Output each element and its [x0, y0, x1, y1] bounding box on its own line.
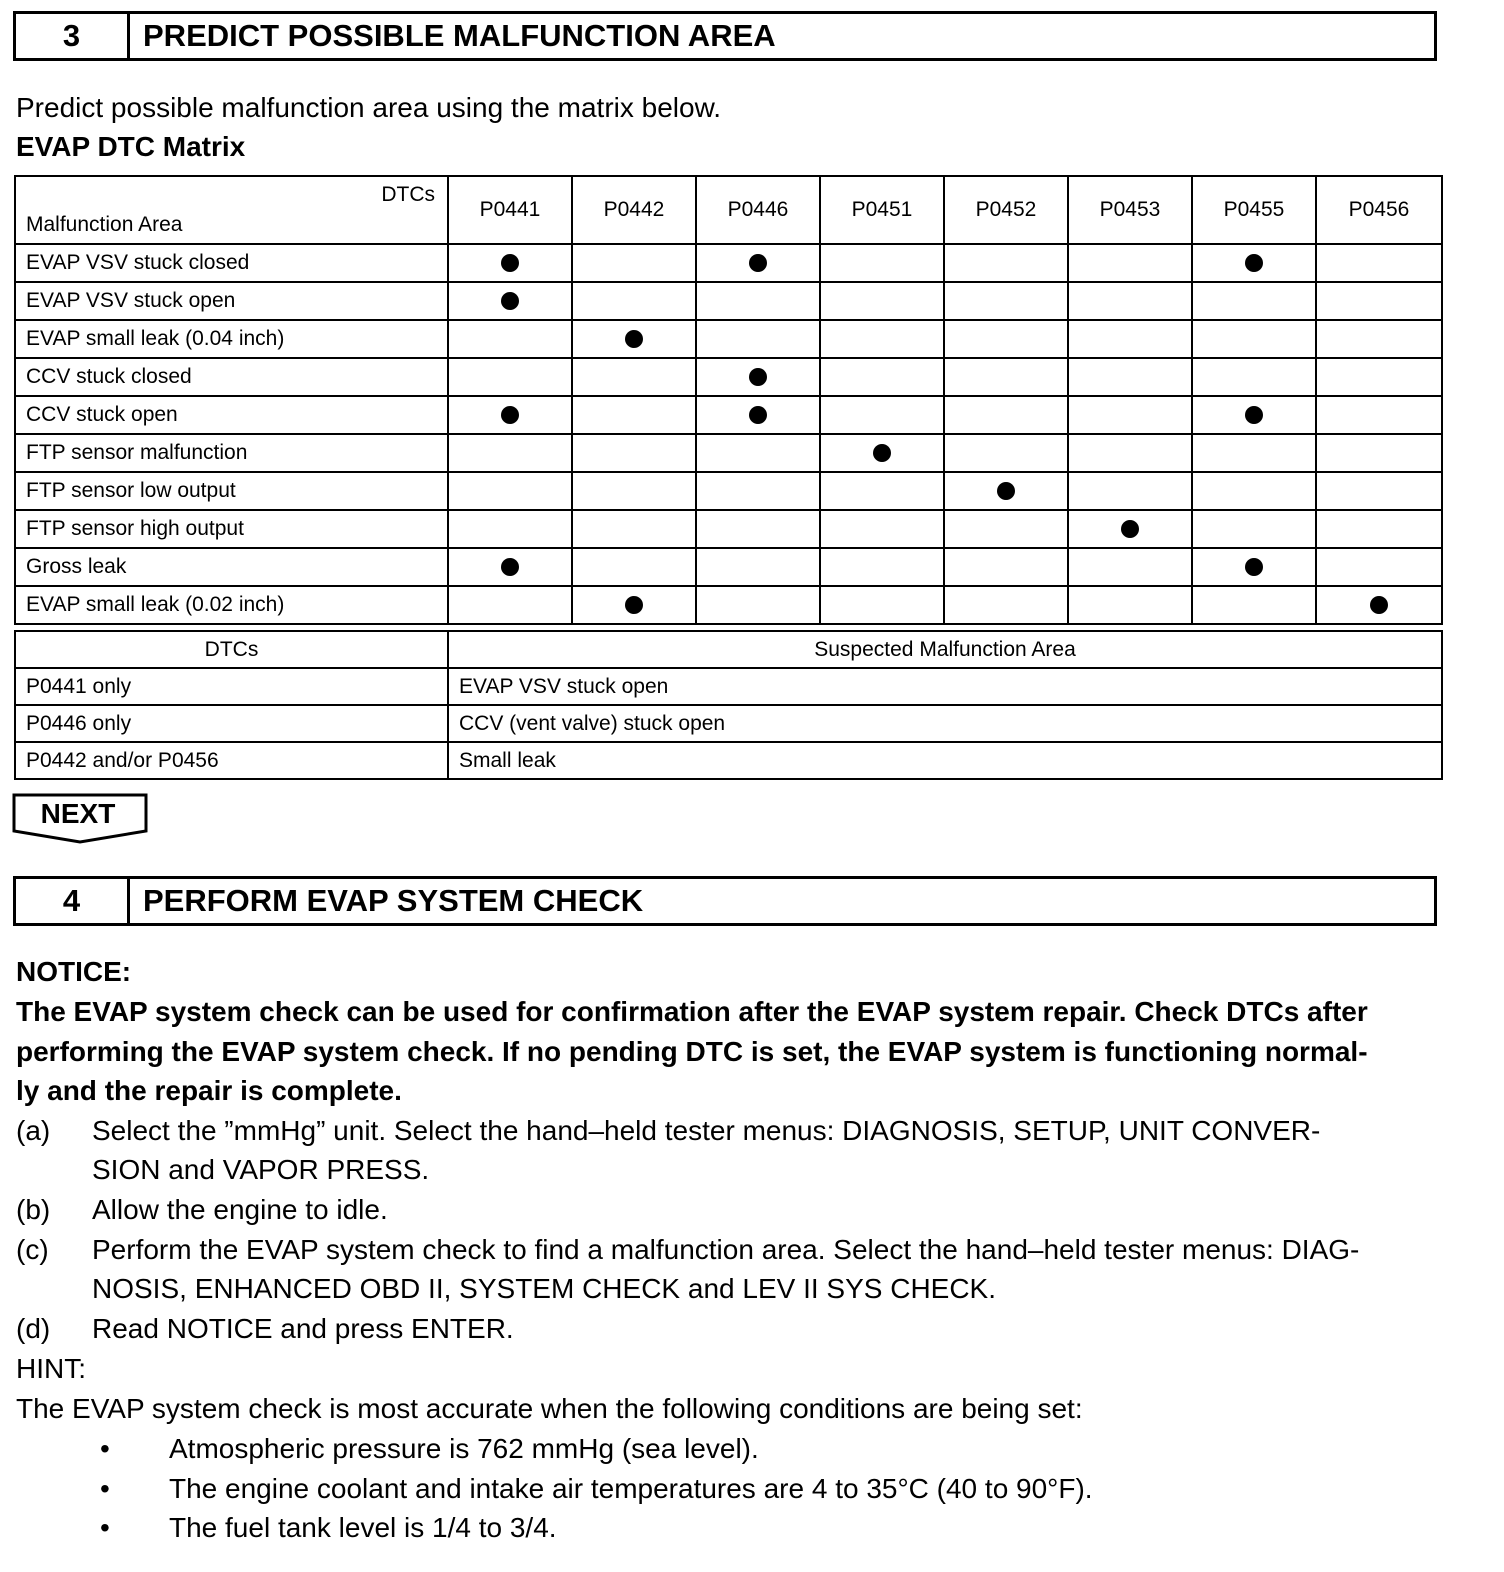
table-row — [15, 396, 1442, 434]
matrix-cell — [1316, 548, 1442, 586]
bullet-marker: • — [100, 1473, 110, 1504]
list-text: Read NOTICE and press ENTER. — [92, 1313, 514, 1344]
matrix-cell — [820, 586, 944, 624]
matrix-cell — [944, 472, 1068, 510]
bullet-marker: • — [100, 1433, 110, 1464]
matrix-cell — [1192, 434, 1316, 472]
indicator-dot-icon — [1121, 520, 1139, 538]
matrix-cell — [1068, 548, 1192, 586]
dtc-code-header: P0441 — [448, 176, 572, 244]
malfunction-area-cell: EVAP small leak (0.04 inch) — [15, 320, 448, 358]
bullet-text: The fuel tank level is 1/4 to 3/4. — [169, 1512, 557, 1543]
dtc-code-header: P0446 — [696, 176, 820, 244]
matrix-cell — [448, 358, 572, 396]
malfunction-area-cell: EVAP VSV stuck open — [15, 282, 448, 320]
notice-line: The EVAP system check can be used for confirmation after the EVAP system repair. Check DTCs after — [16, 996, 1368, 1027]
matrix-cell — [820, 548, 944, 586]
malfunction-area-cell: EVAP small leak (0.02 inch) — [15, 586, 448, 624]
matrix-cell — [448, 244, 572, 282]
matrix-cell — [696, 472, 820, 510]
table-row — [15, 668, 1442, 705]
matrix-cell — [572, 320, 696, 358]
indicator-dot-icon — [1245, 558, 1263, 576]
list-text: Select the ”mmHg” unit. Select the hand–held tester menus: DIAGNOSIS, SETUP, UNIT CONVER- — [92, 1115, 1321, 1146]
dtc-code-header: P0456 — [1316, 176, 1442, 244]
matrix-cell — [1068, 396, 1192, 434]
step-number: 4 — [16, 879, 130, 923]
matrix-cell — [696, 244, 820, 282]
matrix-cell — [1068, 320, 1192, 358]
matrix-cell — [696, 320, 820, 358]
malfunction-area-cell: FTP sensor malfunction — [15, 434, 448, 472]
suspect-header-row — [15, 631, 1442, 668]
corner-area-label: Malfunction Area — [26, 213, 183, 236]
indicator-dot-icon — [873, 444, 891, 462]
list-marker: (b) — [16, 1194, 51, 1225]
list-text: Perform the EVAP system check to find a malfunction area. Select the hand–held tester menus: DIAG- — [92, 1234, 1360, 1265]
matrix-cell — [448, 472, 572, 510]
indicator-dot-icon — [625, 330, 643, 348]
matrix-cell — [1192, 548, 1316, 586]
matrix-cell — [1192, 358, 1316, 396]
matrix-cell — [572, 510, 696, 548]
indicator-dot-icon — [997, 482, 1015, 500]
table-row — [15, 244, 1442, 282]
matrix-cell — [1192, 472, 1316, 510]
matrix-cell — [944, 358, 1068, 396]
matrix-cell — [1316, 510, 1442, 548]
matrix-cell — [572, 434, 696, 472]
table-row — [15, 510, 1442, 548]
intro-text: Predict possible malfunction area using the matrix below. — [16, 92, 722, 123]
indicator-dot-icon — [625, 596, 643, 614]
indicator-dot-icon — [749, 406, 767, 424]
dtc-code-header: P0452 — [944, 176, 1068, 244]
matrix-cell — [448, 586, 572, 624]
suspect-dtcs-cell: P0446 only — [15, 705, 448, 742]
matrix-cell — [1068, 244, 1192, 282]
table-row — [15, 548, 1442, 586]
matrix-cell — [448, 434, 572, 472]
next-button[interactable] — [12, 793, 150, 845]
matrix-cell — [1068, 472, 1192, 510]
table-row — [15, 742, 1442, 779]
matrix-cell — [1068, 586, 1192, 624]
suspect-area-cell: EVAP VSV stuck open — [448, 668, 1442, 705]
matrix-cell — [572, 472, 696, 510]
bullet-marker: • — [100, 1512, 110, 1543]
matrix-cell — [1192, 282, 1316, 320]
matrix-cell — [820, 282, 944, 320]
list-marker: (c) — [16, 1234, 49, 1265]
matrix-cell — [820, 510, 944, 548]
matrix-cell — [696, 358, 820, 396]
matrix-cell — [696, 434, 820, 472]
matrix-cell — [944, 434, 1068, 472]
suspect-dtcs-cell: P0441 only — [15, 668, 448, 705]
matrix-cell — [1068, 510, 1192, 548]
matrix-cell — [1316, 472, 1442, 510]
malfunction-area-cell: CCV stuck closed — [15, 358, 448, 396]
matrix-cell — [1068, 434, 1192, 472]
matrix-cell — [696, 586, 820, 624]
malfunction-area-cell: EVAP VSV stuck closed — [15, 244, 448, 282]
indicator-dot-icon — [1370, 596, 1388, 614]
suspect-header-dtcs: DTCs — [15, 631, 448, 668]
matrix-cell — [820, 472, 944, 510]
malfunction-area-cell: FTP sensor high output — [15, 510, 448, 548]
matrix-cell — [572, 548, 696, 586]
matrix-cell — [1192, 396, 1316, 434]
table-row — [15, 434, 1442, 472]
matrix-cell — [696, 282, 820, 320]
list-text: Allow the engine to idle. — [92, 1194, 388, 1225]
table-row — [15, 472, 1442, 510]
step-title: PREDICT POSSIBLE MALFUNCTION AREA — [143, 18, 776, 53]
matrix-cell — [572, 396, 696, 434]
matrix-cell — [696, 396, 820, 434]
dtc-matrix-table — [14, 175, 1443, 625]
malfunction-area-cell: CCV stuck open — [15, 396, 448, 434]
malfunction-area-cell: FTP sensor low output — [15, 472, 448, 510]
dtc-code-header: P0453 — [1068, 176, 1192, 244]
notice-label: NOTICE: — [16, 956, 132, 987]
list-text: NOSIS, ENHANCED OBD II, SYSTEM CHECK and LEV II SYS CHECK. — [92, 1273, 997, 1304]
indicator-dot-icon — [1245, 406, 1263, 424]
hint-text: The EVAP system check is most accurate when the following conditions are being set: — [16, 1393, 1083, 1424]
table-row — [15, 705, 1442, 742]
hint-label: HINT: — [16, 1353, 86, 1384]
table-row — [15, 586, 1442, 624]
matrix-cell — [1068, 282, 1192, 320]
suspect-area-cell: CCV (vent valve) stuck open — [448, 705, 1442, 742]
list-marker: (d) — [16, 1313, 51, 1344]
matrix-cell — [944, 586, 1068, 624]
step-3-header — [13, 11, 1437, 61]
list-text: SION and VAPOR PRESS. — [92, 1154, 430, 1185]
step-4-header — [13, 876, 1437, 926]
matrix-cell — [944, 396, 1068, 434]
step-number: 3 — [16, 14, 130, 58]
matrix-cell — [572, 244, 696, 282]
matrix-cell — [1192, 244, 1316, 282]
matrix-cell — [1316, 244, 1442, 282]
corner-dtcs-label: DTCs — [381, 183, 435, 206]
list-marker: (a) — [16, 1115, 51, 1146]
suspect-area-cell: Small leak — [448, 742, 1442, 779]
matrix-cell — [448, 510, 572, 548]
matrix-cell — [1316, 320, 1442, 358]
matrix-cell — [696, 510, 820, 548]
matrix-cell — [572, 586, 696, 624]
matrix-header-row — [15, 176, 1442, 244]
table-row — [15, 320, 1442, 358]
matrix-corner-cell — [15, 176, 448, 244]
indicator-dot-icon — [501, 406, 519, 424]
bullet-text: Atmospheric pressure is 762 mmHg (sea level). — [169, 1433, 759, 1464]
table-row — [15, 282, 1442, 320]
matrix-cell — [820, 396, 944, 434]
matrix-cell — [944, 548, 1068, 586]
matrix-cell — [944, 244, 1068, 282]
dtc-code-header: P0451 — [820, 176, 944, 244]
matrix-cell — [696, 548, 820, 586]
table-row — [15, 358, 1442, 396]
suspect-dtcs-cell: P0442 and/or P0456 — [15, 742, 448, 779]
matrix-cell — [1316, 586, 1442, 624]
matrix-cell — [944, 510, 1068, 548]
indicator-dot-icon — [749, 368, 767, 386]
matrix-cell — [572, 282, 696, 320]
matrix-cell — [448, 320, 572, 358]
matrix-cell — [1316, 396, 1442, 434]
matrix-cell — [572, 358, 696, 396]
suspected-area-table — [14, 630, 1443, 780]
matrix-cell — [1192, 586, 1316, 624]
matrix-cell — [820, 434, 944, 472]
matrix-cell — [1316, 358, 1442, 396]
matrix-cell — [1316, 434, 1442, 472]
indicator-dot-icon — [749, 254, 767, 272]
matrix-cell — [944, 282, 1068, 320]
matrix-cell — [1192, 320, 1316, 358]
step-title: PERFORM EVAP SYSTEM CHECK — [143, 883, 644, 918]
matrix-cell — [448, 396, 572, 434]
matrix-cell — [1316, 282, 1442, 320]
dtc-code-header: P0455 — [1192, 176, 1316, 244]
indicator-dot-icon — [501, 292, 519, 310]
matrix-cell — [1192, 510, 1316, 548]
matrix-cell — [820, 320, 944, 358]
matrix-cell — [820, 358, 944, 396]
matrix-cell — [448, 282, 572, 320]
malfunction-area-cell: Gross leak — [15, 548, 448, 586]
indicator-dot-icon — [501, 558, 519, 576]
matrix-title: EVAP DTC Matrix — [16, 131, 246, 162]
bullet-text: The engine coolant and intake air temperatures are 4 to 35°C (40 to 90°F). — [169, 1473, 1093, 1504]
dtc-code-header: P0442 — [572, 176, 696, 244]
notice-line: ly and the repair is complete. — [16, 1075, 402, 1106]
matrix-cell — [1068, 358, 1192, 396]
matrix-cell — [820, 244, 944, 282]
indicator-dot-icon — [501, 254, 519, 272]
matrix-cell — [944, 320, 1068, 358]
matrix-cell — [448, 548, 572, 586]
indicator-dot-icon — [1245, 254, 1263, 272]
next-label: NEXT — [40, 798, 116, 829]
notice-line: performing the EVAP system check. If no pending DTC is set, the EVAP system is functioning normal- — [16, 1036, 1368, 1067]
suspect-header-area: Suspected Malfunction Area — [448, 631, 1442, 668]
